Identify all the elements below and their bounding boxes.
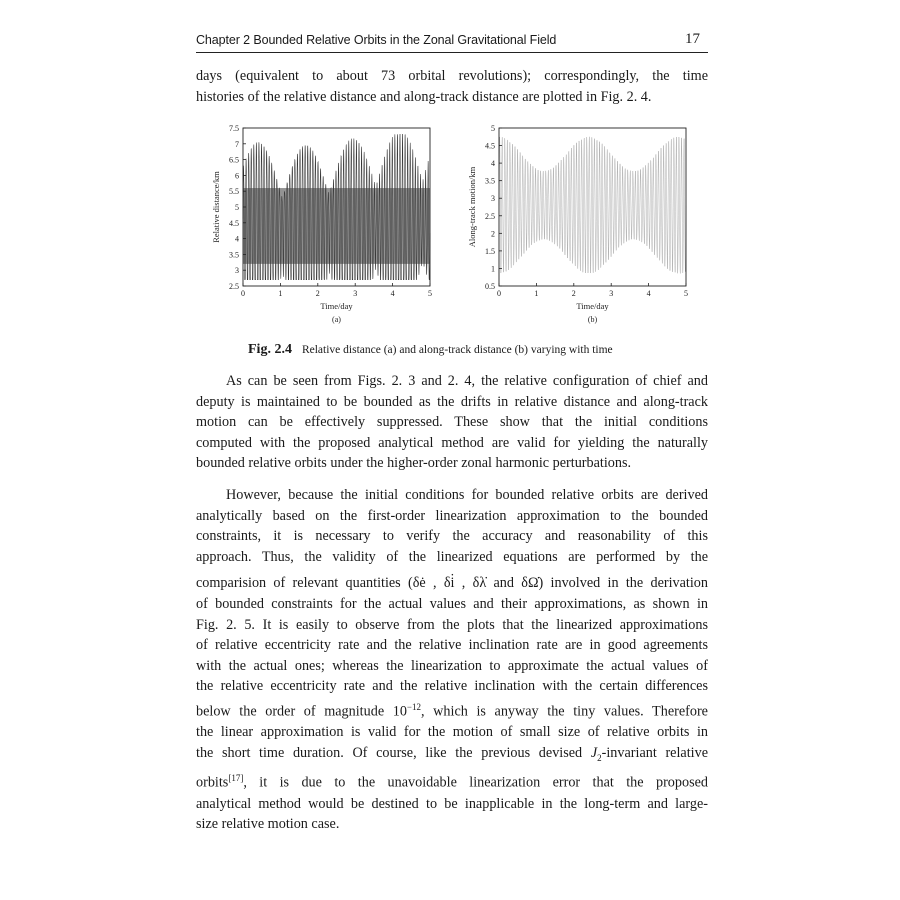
citation-line: orbits[17], it is due to the unavoidable linearization error that the proposed (196, 773, 708, 792)
page-header (196, 30, 708, 53)
dense-band (243, 188, 430, 264)
figure-label: Fig. 2.4 (248, 342, 292, 357)
panel-label: (a) (332, 315, 341, 324)
paragraph-2 (196, 485, 708, 835)
intro-text (196, 66, 708, 107)
x-tick-label: 0 (241, 289, 245, 298)
figure-caption (248, 342, 613, 358)
running-title: Chapter 2 Bounded Relative Orbits in the Zonal Gravitational Field (196, 33, 557, 47)
figure-caption-text: Relative distance (a) and along-track distance (b) varying with time (301, 344, 613, 356)
x-tick-label: 4 (646, 289, 651, 298)
y-tick-label: 6.5 (229, 155, 239, 165)
y-tick-label: 4 (235, 234, 239, 244)
x-tick-label: 4 (390, 289, 395, 298)
x-tick-label: 0 (497, 289, 501, 298)
magnitude-line: below the order of magnitude $10^{-12}$, which is anyway the tiny values. Therefore (196, 701, 708, 720)
text-line: motion can be effectively suppressed. These show that the initial conditions (196, 414, 708, 431)
text-line: approach. Thus, the validity of the linearized equations are performed by the (196, 548, 708, 565)
chart-along-track (454, 118, 704, 332)
panel-label: (b) (587, 315, 598, 324)
text-line: As can be seen from Figs. 2. 3 and 2. 4, the relative configuration of chief and (226, 373, 708, 389)
x-tick-label: 3 (609, 289, 614, 298)
text-line: the relative eccentricity rate and the relative inclination with the certain differences (196, 678, 708, 695)
y-tick-label: 4 (491, 159, 495, 169)
chart-relative-distance (198, 118, 448, 332)
y-tick-label: 0.5 (485, 282, 495, 291)
text-line: computed with the proposed analytical method are valid for yielding the naturally (196, 434, 708, 451)
x-tick-label: 5 (428, 289, 432, 298)
y-tick-label: 6 (235, 171, 239, 181)
text-line: the linear approximation is valid for the motion of small size of relative orbits in (196, 724, 708, 741)
data-series-line (499, 137, 686, 274)
y-tick-label: 3.5 (229, 250, 239, 260)
y-tick-label: 2 (491, 229, 495, 239)
text-line: deputy is maintained to be bounded as the drifts in relative distance and along-track (196, 393, 708, 410)
text-line: of bounded constraints for the actual values and their approximations, as shown in (196, 595, 708, 612)
y-tick-label: 3.5 (485, 176, 495, 186)
math-line: comparision of relevant quantities (δė , δi̇ , δλ̇ and δΩ̇) involved in the derivation (196, 575, 708, 592)
y-tick-label: 5.5 (229, 187, 239, 197)
text-line: bounded relative orbits under the higher-order zonal harmonic perturbations. (196, 455, 632, 472)
y-tick-label: 1.5 (485, 246, 495, 256)
y-tick-label: 1 (491, 264, 495, 274)
y-tick-label: 4.5 (485, 141, 495, 151)
x-axis-label: Time/day (576, 301, 609, 311)
y-tick-label: 4.5 (229, 218, 239, 228)
text-line: analytical method would be destined to be inapplicable in the long-term and large- (196, 795, 708, 812)
text-line: with the actual ones; whereas the linearization to approximate the actual values of (196, 657, 708, 674)
intro-line: histories of the relative distance and along-track distance are plotted in Fig. 2. 4. (196, 88, 652, 105)
text-line: of relative eccentricity rate and the relative inclination rate are in good agreements (196, 637, 708, 654)
y-tick-label: 7 (235, 139, 239, 149)
paragraph-1 (196, 371, 708, 474)
page-number: 17 (685, 31, 700, 47)
y-tick-label: 2.5 (485, 211, 495, 221)
text-line: Fig. 2. 5. It is easily to observe from the plots that the linearized approximations (196, 616, 708, 633)
x-tick-label: 2 (315, 289, 320, 298)
y-tick-label: 5 (235, 203, 239, 212)
intro-line: days (equivalent to about 73 orbital revolutions); correspondingly, the time (196, 68, 708, 84)
x-tick-label: 2 (571, 289, 576, 298)
y-axis-label: Relative distance/km (211, 171, 221, 243)
j2-symbol: J (590, 744, 598, 761)
text-line: However, because the initial conditions for bounded relative orbits are derived (226, 487, 708, 503)
j2-line: the short time duration. Of course, like the previous devised $J_2$-invariant relative (196, 744, 708, 763)
text-line: constraints, it is necessary to verify the accuracy and reasonability of this (196, 528, 708, 545)
text-line: analytically based on the first-order linearization approximation to the bounded (196, 507, 708, 524)
y-tick-label: 2.5 (229, 282, 239, 291)
citation: [17] (228, 773, 244, 784)
x-tick-label: 3 (353, 289, 358, 298)
x-axis-label: Time/day (320, 301, 353, 311)
x-tick-label: 1 (534, 289, 539, 298)
text-line: size relative motion case. (196, 816, 340, 833)
y-tick-label: 3 (491, 194, 495, 204)
y-tick-label: 5 (491, 124, 495, 133)
y-tick-label: 7.5 (229, 124, 239, 133)
x-tick-label: 1 (278, 289, 283, 298)
math-quantities: δė , δi̇ , δλ̇ and δΩ̇ (412, 575, 539, 592)
exponent: −12 (406, 701, 421, 712)
y-tick-label: 3 (235, 266, 239, 276)
x-tick-label: 5 (684, 289, 688, 298)
y-axis-label: Along-track motion/km (467, 166, 477, 248)
